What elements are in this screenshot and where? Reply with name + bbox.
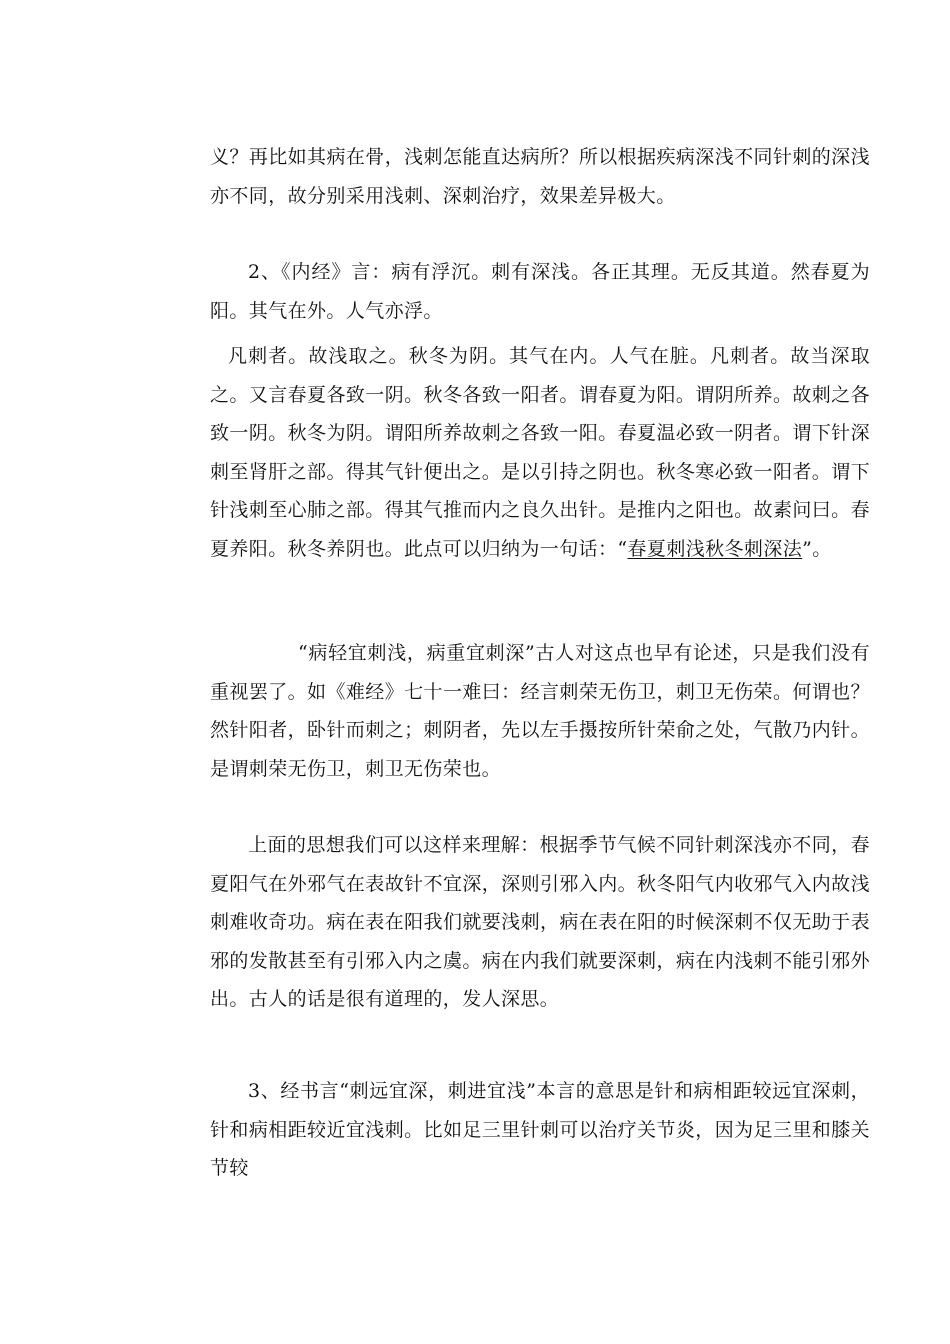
paragraph-section-2 <box>210 253 870 330</box>
underlined-summary: 春夏刺浅秋冬刺深法 <box>627 537 803 560</box>
paragraph-continuation <box>210 138 870 215</box>
paragraph-section-3 <box>210 337 870 568</box>
paragraph-section-4 <box>210 634 870 788</box>
paragraph-section-5 <box>210 826 870 1019</box>
paragraph-3-end: ”。 <box>802 537 832 560</box>
paragraph-6: 3、经书言“刺远宜深，刺进宜浅”本言的意思是针和病相距较远宜深刺，针和病相距较近宜浅刺。比如足三里针刺可以治疗关节炎，因为足三里和膝关节较 <box>210 1080 870 1179</box>
paragraph-3 <box>210 337 870 568</box>
paragraph-5: 上面的思想我们可以这样来理解：根据季节气候不同针刺深浅亦不同，春夏阳气在外邪气在表故针不宜深，深则引邪入内。秋冬阳气内收邪气入内故浅刺难收奇功。病在表在阳我们就要浅刺，病在表在阳的时候深刺不仅无助于表邪的发散甚至有引邪入内之虞。病在内我们就要深刺，病在内浅刺不能引邪外出。古人的话是很有道理的，发人深思。 <box>210 834 870 1010</box>
paragraph-3-text: 凡刺者。故浅取之。秋冬为阴。其气在内。人气在脏。凡刺者。故当深取之。又言春夏各致一阴。秋冬各致一阳者。谓春夏为阳。谓阴所养。故刺之各致一阴。秋冬为阴。谓阳所养故刺之各致一阳。春夏温必致一阴者。谓下针深刺至肾肝之部。得其气针便出之。是以引持之阴也。秋冬寒必致一阳者。谓下针浅刺至心肺之部。得其气推而内之良久出针。是推内之阳也。故素问曰。春夏养阳。秋冬养阴也。此点可以归纳为一句话：“ <box>210 345 870 560</box>
paragraph-1: 义？再比如其病在骨，浅刺怎能直达病所？所以根据疾病深浅不同针刺的深浅亦不同，故分别采用浅刺、深刺治疗，效果差异极大。 <box>210 146 870 207</box>
paragraph-section-6 <box>210 1072 870 1188</box>
paragraph-4: “病轻宜刺浅，病重宜刺深”古人对这点也早有论述，只是我们没有重视罢了。如《难经》七十一难曰：经言刺荣无伤卫，刺卫无伤荣。何谓也？然针阳者，卧针而刺之；刺阴者，先以左手摄按所针荣俞之处，气散乃内针。是谓刺荣无伤卫，刺卫无伤荣也。 <box>210 642 870 780</box>
paragraph-2: 2、《内经》言：病有浮沉。刺有深浅。各正其理。无反其道。然春夏为阳。其气在外。人气亦浮。 <box>210 261 870 322</box>
